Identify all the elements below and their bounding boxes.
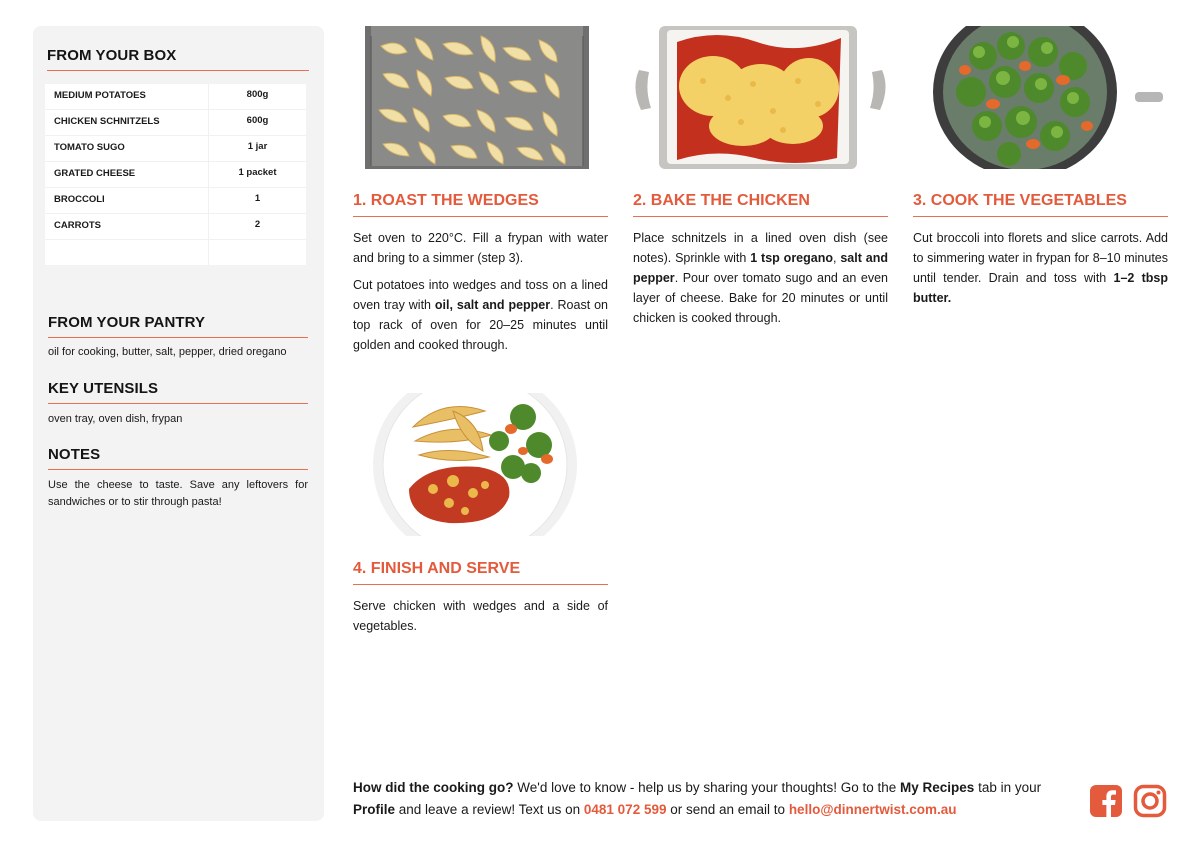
ingredient-name: CHICKEN SCHNITZELS xyxy=(54,116,160,127)
step-divider xyxy=(353,584,608,585)
ingredient-row xyxy=(45,162,306,188)
footer-text: We'd love to know - help us by sharing your thoughts! Go to the xyxy=(513,780,901,795)
instagram-icon[interactable] xyxy=(1133,784,1167,818)
step-2-paragraph xyxy=(633,228,888,328)
ingredients-sidebar xyxy=(33,26,324,821)
step-divider xyxy=(353,216,608,217)
step-2-title: 2. BAKE THE CHICKEN xyxy=(633,192,810,209)
feedback-question: How did the cooking go? xyxy=(353,780,514,795)
step-text-bold: 1–2 tbsp butter. xyxy=(913,271,1169,305)
footer-text: and leave a review! Text us on xyxy=(395,802,584,817)
finish-and-serve-photo xyxy=(353,393,608,536)
key-utensils-heading: KEY UTENSILS xyxy=(48,380,159,397)
ingredient-row xyxy=(45,84,306,110)
step-text-span: Cut broccoli into florets and slice carrots. Add to simmering water in frypan for 8–10 minutes until tender. Drain and toss with xyxy=(913,231,1168,285)
step-3-instructions xyxy=(913,228,1168,315)
ingredient-row xyxy=(45,188,306,214)
step-4-instructions xyxy=(353,596,608,643)
heading-divider xyxy=(47,70,309,71)
footer-text: or send an email to xyxy=(666,802,789,817)
step-2-instructions xyxy=(633,228,888,335)
ingredient-name: TOMATO SUGO xyxy=(54,142,125,153)
step-4-paragraph: Serve chicken with wedges and a side of vegetables. xyxy=(353,599,608,633)
ingredient-name: CARROTS xyxy=(54,220,101,231)
step-1-paragraph: Set oven to 220°C. Fill a frypan with water and bring to a simmer (step 3). xyxy=(353,231,608,265)
email-link[interactable]: hello@dinnertwist.com.au xyxy=(788,802,957,817)
step-4-title: 4. FINISH AND SERVE xyxy=(353,560,521,577)
ingredient-quantity: 1 packet xyxy=(238,167,277,178)
roast-wedges-photo xyxy=(353,26,608,169)
step-3-paragraph xyxy=(913,228,1168,308)
profile-link[interactable]: Profile xyxy=(353,802,396,817)
ingredient-row xyxy=(45,136,306,162)
notes-text: Use the cheese to taste. Save any leftovers for sandwiches or to stir through pasta! xyxy=(48,479,308,508)
facebook-icon[interactable] xyxy=(1089,784,1123,818)
phone-number-link[interactable]: 0481 072 599 xyxy=(583,802,667,817)
pantry-list: oil for cooking, butter, salt, pepper, dried oregano xyxy=(48,346,287,358)
step-text-bold: salt and pepper xyxy=(633,251,888,285)
from-your-pantry-heading: FROM YOUR PANTRY xyxy=(48,314,206,331)
feedback-footer xyxy=(353,777,1073,821)
step-text-span: Place schnitzels in a lined oven dish (see notes). Sprinkle with xyxy=(633,231,888,265)
bake-chicken-photo xyxy=(633,26,888,169)
from-your-box-heading: FROM YOUR BOX xyxy=(47,47,177,64)
ingredient-quantity: 600g xyxy=(246,115,269,126)
step-1-instructions xyxy=(353,228,608,362)
ingredient-quantity: 2 xyxy=(254,219,261,230)
ingredients-table xyxy=(45,84,306,265)
step-text-span: . Roast on top rack of oven for 20–25 minutes until golden and cooked through. xyxy=(353,298,608,352)
step-text-bold: 1 tsp oregano xyxy=(750,251,833,265)
step-text-bold: oil, salt and pepper xyxy=(434,298,551,312)
ingredient-name: MEDIUM POTATOES xyxy=(54,90,146,101)
utensils-list: oven tray, oven dish, frypan xyxy=(48,413,183,425)
step-text-span: . Pour over tomato sugo and an even layer of cheese. Bake for 20 minutes or until chicken is cooked through. xyxy=(633,271,888,325)
cook-vegetables-photo xyxy=(913,26,1168,169)
my-recipes-link[interactable]: My Recipes xyxy=(900,780,975,795)
heading-divider xyxy=(48,403,308,404)
ingredient-row xyxy=(45,214,306,240)
step-1-paragraph xyxy=(353,275,608,355)
ingredient-quantity: 1 jar xyxy=(247,141,268,152)
ingredient-quantity: 800g xyxy=(246,89,269,100)
step-divider xyxy=(633,216,888,217)
ingredient-name: BROCCOLI xyxy=(54,194,105,205)
ingredient-row xyxy=(45,110,306,136)
step-divider xyxy=(913,216,1168,217)
ingredient-name: GRATED CHEESE xyxy=(54,168,136,179)
step-text-span: , xyxy=(833,251,841,265)
step-1-title: 1. ROAST THE WEDGES xyxy=(353,192,539,209)
ingredient-quantity: 1 xyxy=(254,193,261,204)
footer-text: tab in your xyxy=(974,780,1042,795)
heading-divider xyxy=(48,337,308,338)
step-3-title: 3. COOK THE VEGETABLES xyxy=(913,192,1127,209)
step-text-span: Cut potatoes into wedges and toss on a lined oven tray with xyxy=(353,278,608,312)
notes-heading: NOTES xyxy=(48,446,101,463)
heading-divider xyxy=(48,469,308,470)
